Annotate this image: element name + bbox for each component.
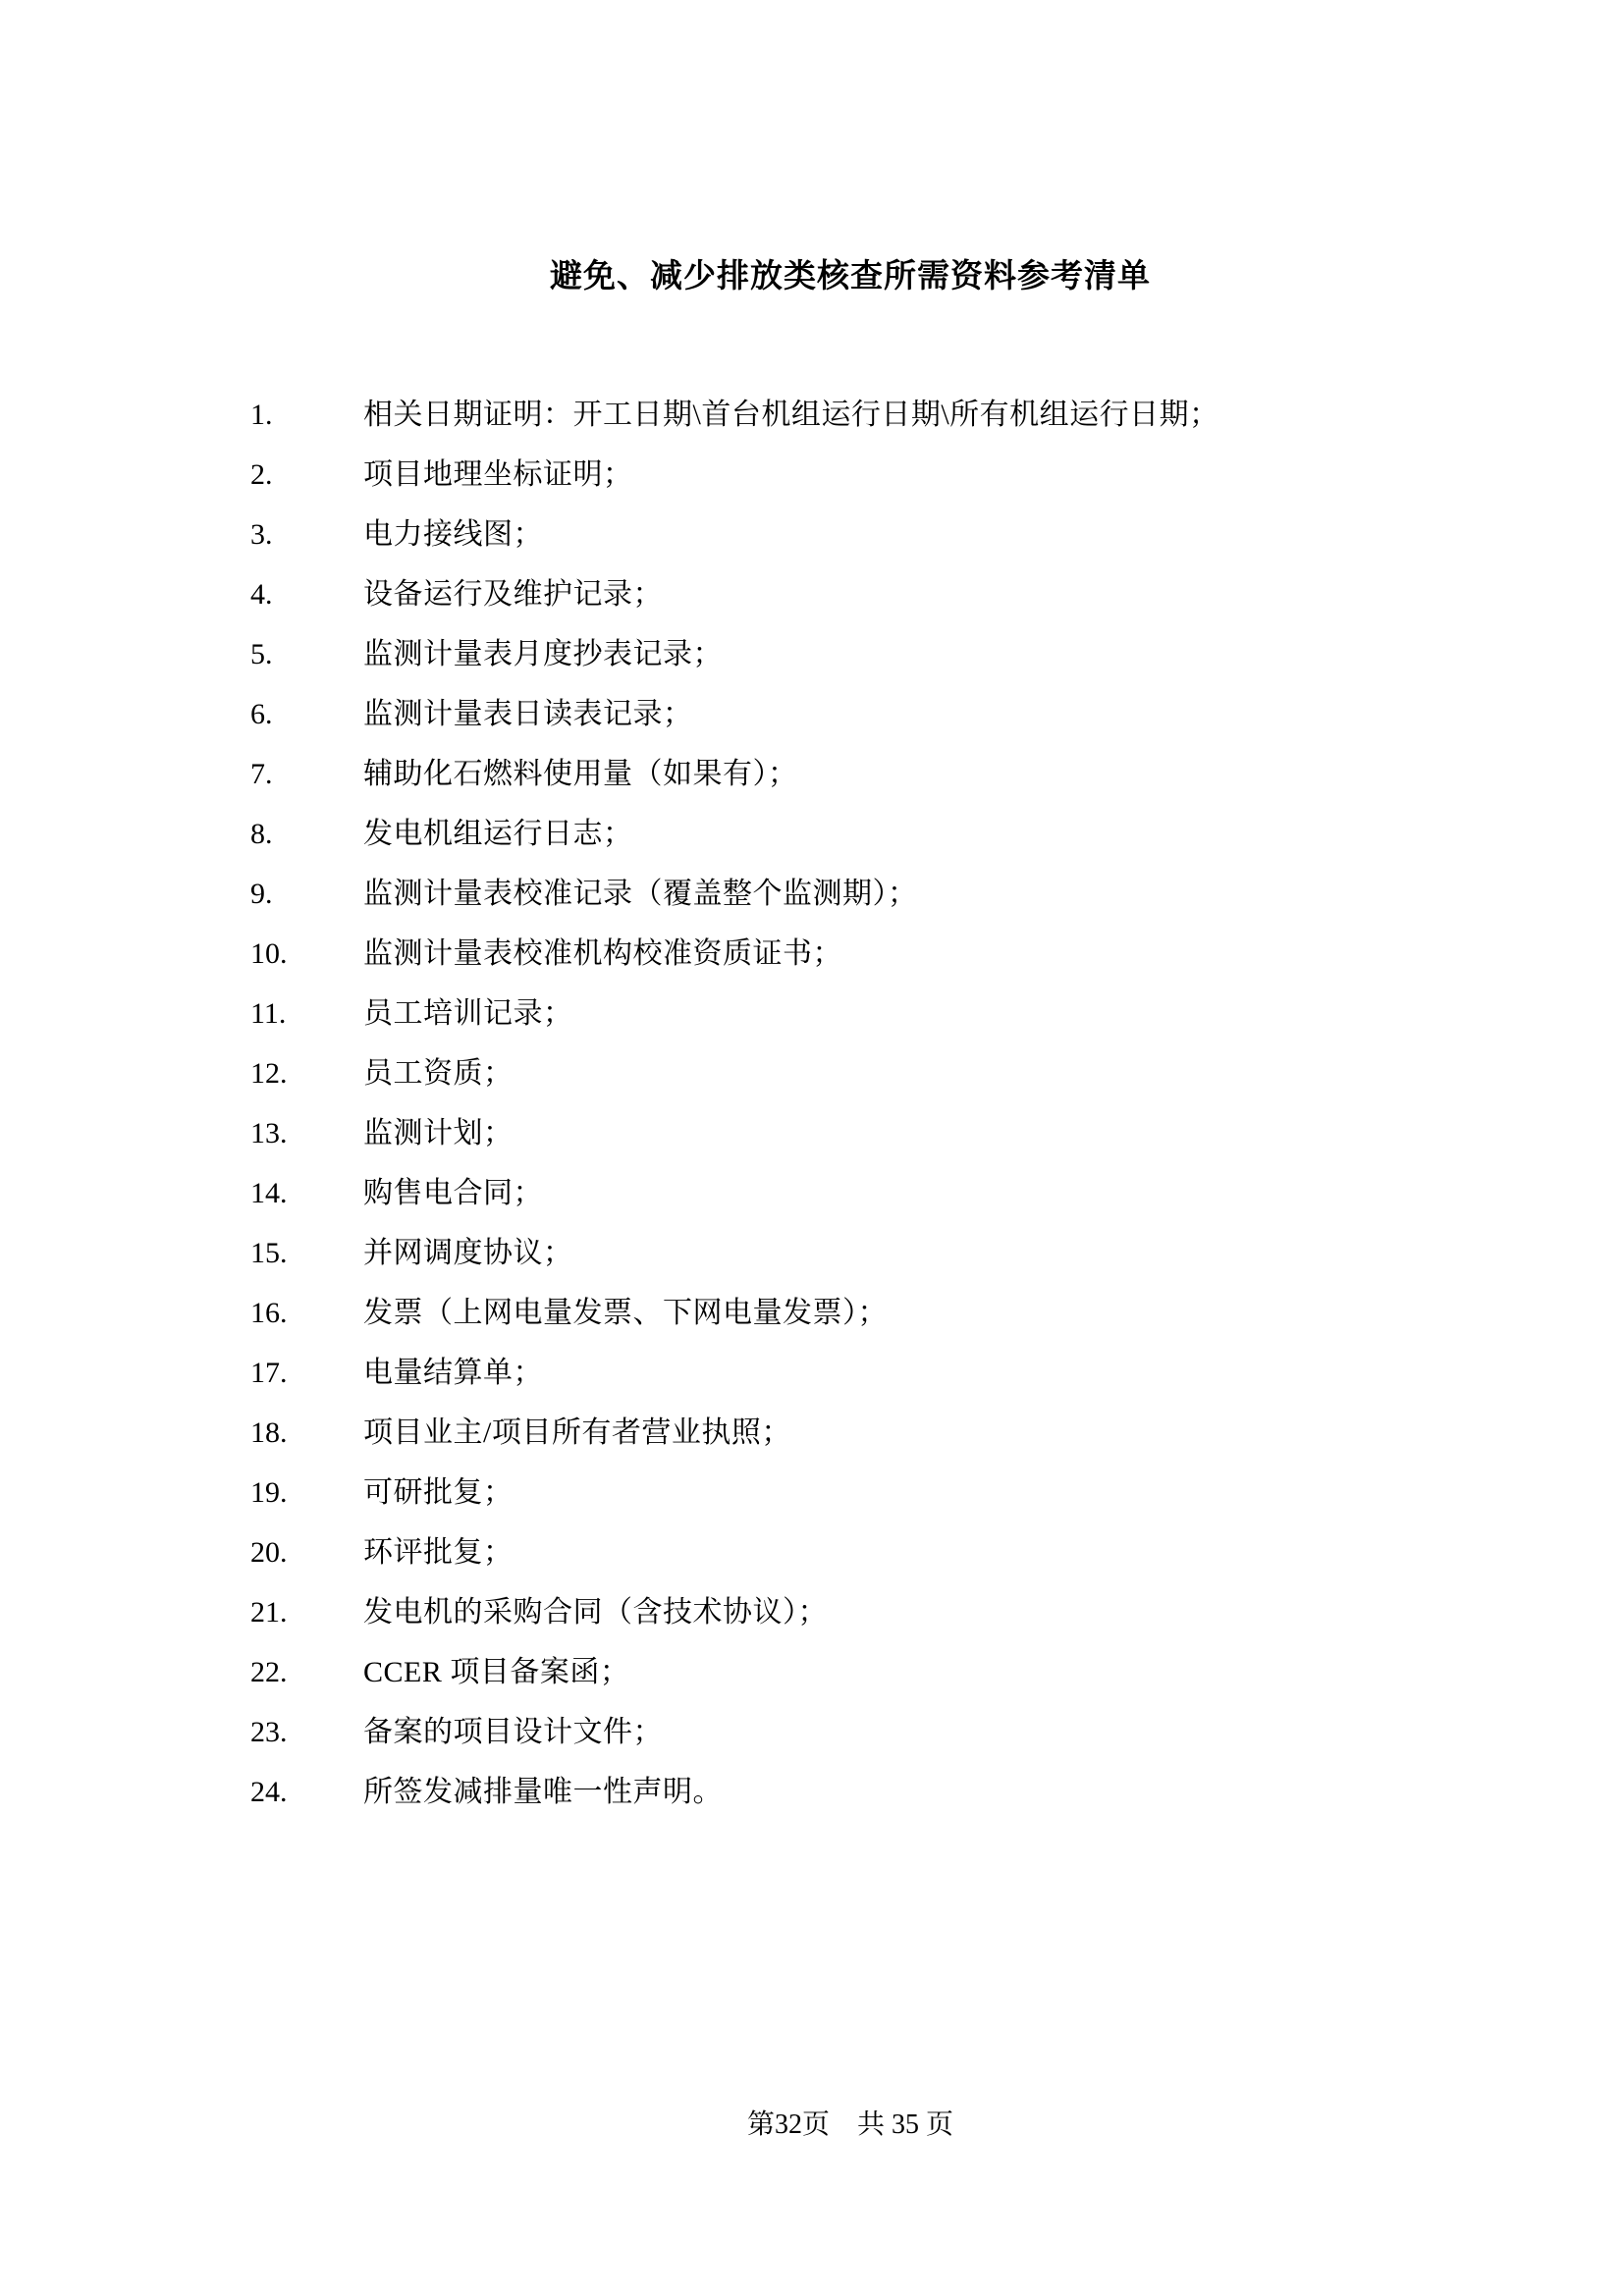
list-item (250, 984, 1450, 1043)
list-item-number: 18. (250, 1416, 288, 1449)
list-item-number: 11. (250, 997, 287, 1030)
list-item-number: 24. (250, 1776, 288, 1808)
list-item (250, 1343, 1450, 1403)
list-item-text: 监测计量表校准记录（覆盖整个监测期）； (363, 878, 918, 910)
list-item-text: 发电机组运行日志； (363, 818, 633, 850)
list-item (250, 385, 1450, 445)
list-item (250, 1582, 1450, 1642)
list-item-text: 相关日期证明：开工日期\首台机组运行日期\所有机组运行日期； (363, 399, 1219, 431)
page-title: 避免、减少排放类核查所需资料参考清单 (550, 259, 1151, 294)
list-item-text: 备案的项目设计文件； (363, 1716, 663, 1748)
list-item (250, 1463, 1450, 1522)
list-item-text: 发电机的采购合同（含技术协议）； (363, 1596, 828, 1629)
list-item-number: 12. (250, 1057, 288, 1090)
list-item (250, 744, 1450, 804)
list-item-text: 电量结算单； (363, 1357, 543, 1389)
list-item-text: 监测计量表校准机构校准资质证书； (363, 937, 842, 970)
list-item-text: 电力接线图； (363, 518, 543, 551)
list-item-text: 环评批复； (363, 1536, 514, 1569)
list-item-number: 6. (250, 698, 273, 730)
list-item (250, 624, 1450, 684)
list-item-number: 7. (250, 758, 273, 790)
list-item (250, 1522, 1450, 1582)
list-item-text: CCER 项目备案函； (363, 1656, 630, 1688)
list-item-number: 15. (250, 1237, 288, 1269)
list-item-text: 辅助化石燃料使用量（如果有）； (363, 758, 798, 790)
checklist (250, 385, 1450, 1822)
list-item (250, 445, 1450, 505)
list-item-number: 16. (250, 1297, 288, 1329)
list-item-text: 监测计划； (363, 1117, 514, 1149)
list-item-number: 8. (250, 818, 273, 850)
list-item-text: 员工培训记录； (363, 997, 573, 1030)
list-item-number: 17. (250, 1357, 288, 1389)
list-item-text: 并网调度协议； (363, 1237, 573, 1269)
list-item-number: 9. (250, 878, 273, 910)
list-item-text: 项目业主/项目所有者营业执照； (363, 1416, 791, 1449)
list-item-number: 2. (250, 458, 273, 491)
list-item-number: 22. (250, 1656, 288, 1688)
list-item (250, 804, 1450, 864)
list-item-text: 设备运行及维护记录； (363, 578, 663, 611)
list-item (250, 1223, 1450, 1283)
list-item (250, 564, 1450, 624)
list-item-text: 项目地理坐标证明； (363, 458, 633, 491)
list-item (250, 1043, 1450, 1103)
list-item (250, 1103, 1450, 1163)
list-item-number: 13. (250, 1117, 288, 1149)
list-item-number: 1. (250, 399, 273, 431)
list-item-number: 3. (250, 518, 273, 551)
list-item-text: 可研批复； (363, 1476, 514, 1509)
list-item (250, 1163, 1450, 1223)
list-item (250, 505, 1450, 564)
list-item-text: 员工资质； (363, 1057, 514, 1090)
list-item-text: 所签发减排量唯一性声明。 (363, 1776, 723, 1808)
list-item-text: 监测计量表月度抄表记录； (363, 638, 723, 670)
list-item (250, 1702, 1450, 1762)
list-item (250, 1762, 1450, 1822)
list-item-number: 10. (250, 937, 288, 970)
list-item-text: 发票（上网电量发票、下网电量发票）； (363, 1297, 888, 1329)
list-item-text: 监测计量表日读表记录； (363, 698, 693, 730)
list-item (250, 1403, 1450, 1463)
list-item (250, 924, 1450, 984)
list-item-text: 购售电合同； (363, 1177, 543, 1209)
list-item-number: 23. (250, 1716, 288, 1748)
list-item-number: 4. (250, 578, 273, 611)
page-footer (250, 2109, 1450, 2142)
page-number-label: 第32页 共 35 页 (746, 2109, 953, 2140)
list-item (250, 864, 1450, 924)
list-item (250, 684, 1450, 744)
list-item-number: 20. (250, 1536, 288, 1569)
list-item-number: 19. (250, 1476, 288, 1509)
list-item-number: 14. (250, 1177, 288, 1209)
list-item-number: 5. (250, 638, 273, 670)
list-item (250, 1283, 1450, 1343)
list-item-number: 21. (250, 1596, 288, 1629)
list-item (250, 1642, 1450, 1702)
